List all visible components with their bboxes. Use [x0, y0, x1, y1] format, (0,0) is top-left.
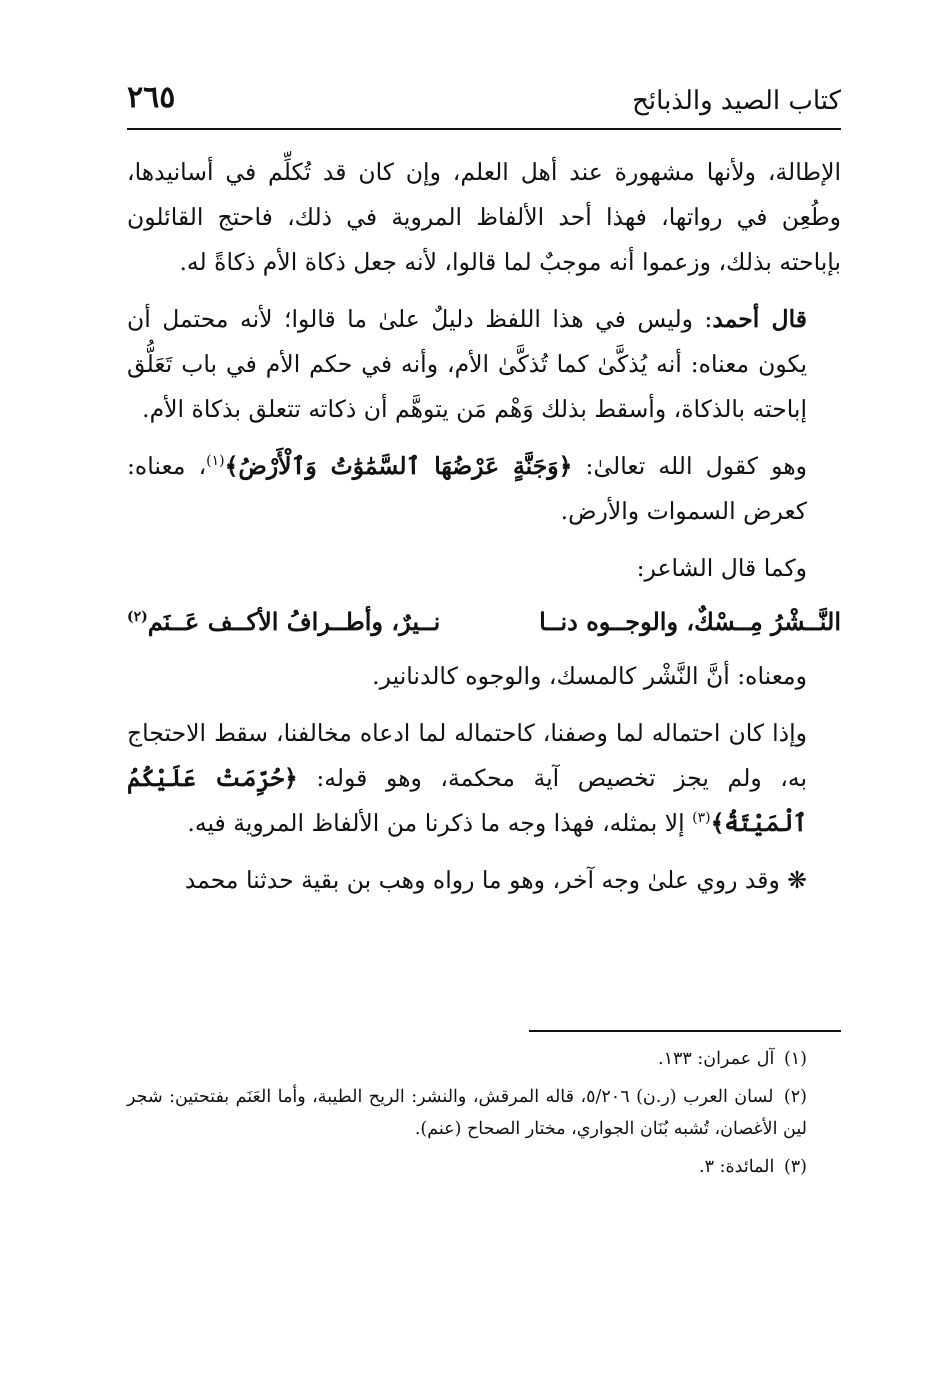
verse-second-hemistich: نــيرٌ، وأطــرافُ الأكــف عَــنَم: [147, 607, 441, 636]
footnote-ref-1[interactable]: (١): [206, 453, 225, 470]
footnote-2-number: (٢): [783, 1087, 807, 1107]
page-number: ٢٦٥: [127, 80, 176, 115]
footnote-2-text: لسان العرب (ر.ن) ٥/٢٠٦، قاله المرقش، والنشر: الريح الطيبة، وأما العَنَم بفتحتين: شجر لين الأغصان، تُشبه بُنَان الجواري، مختار الصحاح (عنم).: [127, 1087, 807, 1139]
paragraph-6: [127, 711, 841, 846]
footnote-3-text: المائدة: ٣.: [699, 1157, 775, 1177]
speaker-label: قال أحمد: [712, 305, 807, 333]
paragraph-1-text: الإطالة، ولأنها مشهورة عند أهل العلم، وإن كان قد تُكلِّم في أسانيدها، وطُعِن في رواتها، فهذا أحد الألفاظ المروية في ذلك، فاحتج القائلون بإباحته بذلك، وزعموا أنه موجبٌ لما قالوا، لأنه جعل ذكاة الأم ذكاةً له.: [127, 158, 841, 276]
footnote-ref-3[interactable]: (٣): [692, 810, 711, 827]
paragraph-5: [127, 654, 841, 699]
paragraph-3-end: ، معناه: كعرض السموات والأرض.: [127, 452, 807, 525]
paragraph-7-text: وقد روي علىٰ وجه آخر، وهو ما رواه وهب بن بقية حدثنا محمد: [184, 866, 788, 894]
running-title: كتاب الصيد والذبائح: [632, 86, 841, 116]
paragraph-3: [127, 444, 841, 534]
footnote-ref-2[interactable]: (٢): [127, 609, 148, 625]
paragraph-6-start: وإذا كان احتماله لما وصفنا، كاحتماله لما ادعاه مخالفنا، سقط الاحتجاج به، ولم يجز تخصيص آية محكمة، وهو قوله:: [127, 719, 807, 792]
paragraph-6-end: إلا بمثله، فهذا وجه ما ذكرنا من الألفاظ المروية فيه.: [187, 809, 693, 837]
footnote-3: [127, 1151, 841, 1183]
footnotes: [127, 1043, 841, 1189]
page-header: [127, 78, 841, 130]
paragraph-4-text: وكما قال الشاعر:: [636, 554, 807, 582]
quran-verse-1: ﴿وَجَنَّةٍ عَرْضُهَا ٱلسَّمَٰوَٰتُ وَٱلْأَرْضُ﴾: [224, 452, 573, 480]
asterism-icon: ❋: [787, 866, 807, 894]
footnote-1-number: (١): [783, 1049, 807, 1069]
footnote-2: [127, 1081, 841, 1145]
footnote-1: [127, 1043, 841, 1075]
paragraph-2: [127, 297, 841, 432]
paragraph-5-text: ومعناه: أنَّ النَّشْر كالمسك، والوجوه كالدنانير.: [372, 662, 807, 690]
paragraph-4: [127, 546, 841, 591]
verse-second-hemistich-wrap: [127, 599, 440, 644]
footnote-1-text: آل عمران: ١٣٣.: [658, 1049, 775, 1069]
paragraph-7: [127, 858, 841, 903]
paragraph-2-text: : وليس في هذا اللفظ دليلٌ علىٰ ما قالوا؛ لأنه محتمل أن يكون معناه: أنه يُذكَّىٰ كما تُذكَّىٰ الأم، وأنه في حكم الأم في باب تَعَلُّق إباحته بالذكاة، وأسقط بذلك وَهْم مَن يتوهَّم أن ذكاته تتعلق بذكاة الأم.: [127, 305, 807, 423]
paragraph-3-start: وهو كقول الله تعالىٰ:: [572, 452, 807, 480]
verse-first-hemistich: النَّــشْرُ مِــسْكٌ، والوجــوه دنــا: [539, 607, 841, 636]
paragraph-1: [127, 150, 841, 285]
main-text: [127, 150, 841, 915]
footnote-3-number: (٣): [783, 1157, 807, 1177]
quran-verse-2: ﴿حُرِّمَتْ عَلَيْكُمُ ٱلْمَيْتَةُ﴾: [127, 764, 807, 837]
footnote-divider: [529, 1030, 841, 1032]
poetry-verse: [127, 599, 841, 644]
